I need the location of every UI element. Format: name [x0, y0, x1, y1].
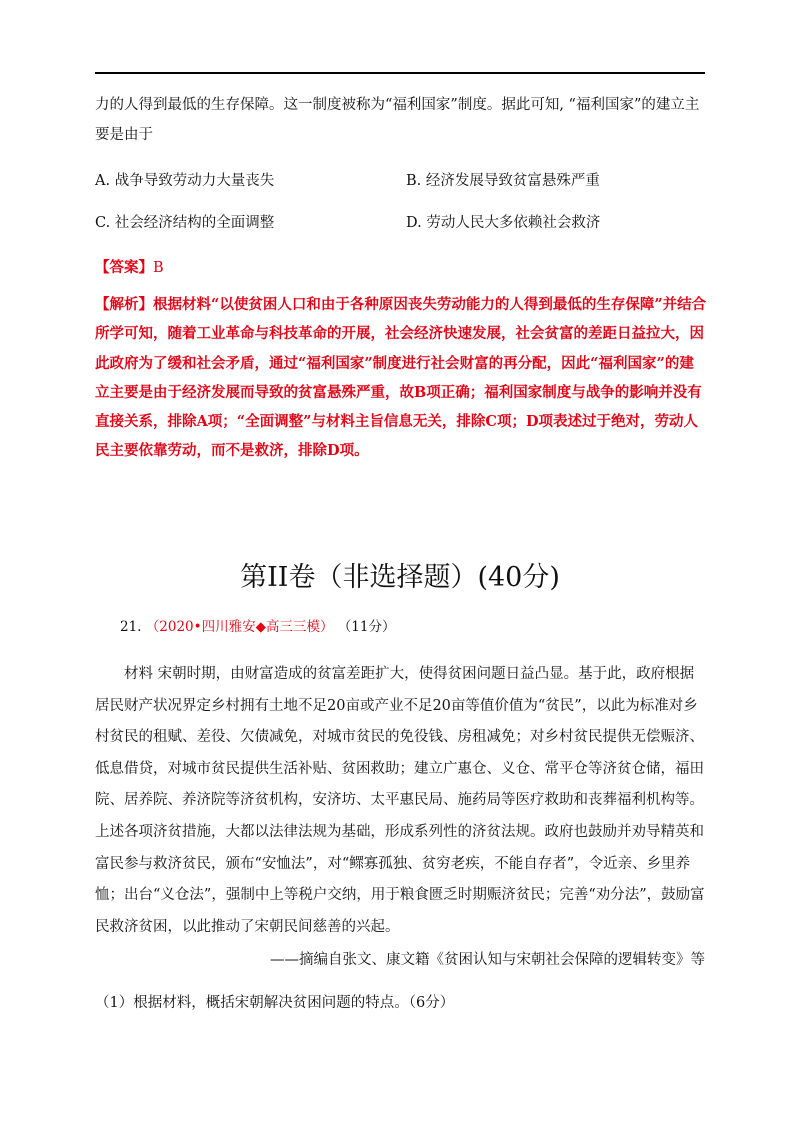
question-points: （11分）: [337, 619, 396, 635]
stem-line-1: 力的人得到最低的生存保障。这一制度被称为“福利国家”制度。据此可知, “福利国家”的建立主: [95, 97, 700, 113]
analysis-block: [95, 290, 707, 466]
question-stem: [95, 90, 710, 150]
question-source: （2020•四川雅安◆高三三模）: [145, 619, 334, 635]
option-c: C. 社会经济结构的全面调整: [95, 215, 275, 231]
option-d: D. 劳动人民大多依赖社会救济: [406, 215, 601, 231]
answer-line: [95, 258, 164, 278]
question-number: 21.: [120, 619, 142, 635]
analysis-text: 根据材料“以使贫困人口和由于各种原因丧失劳动能力的人得到最低的生存保障”并结合所学可知，随着工业革命与科技革命的开展，社会经济快速发展，社会贫富的差距日益拉大，因此政府为了缓和社会矛盾，通过“福利国家”制度进行社会财富的再分配，因此“福利国家”的建立主要是由于经济发展而导致的贫富悬殊严重，故B项正确；福利国家制度与战争的影响并没有直接关系，排除A项；“全面调整”与材料主旨信息无关，排除C项；D项表述过于绝对，劳动人民主要依靠劳动，而不是救济，排除D项。: [95, 296, 707, 460]
analysis-label: 【解析】: [95, 296, 153, 313]
citation: ——摘编自张文、康文籍《贫困认知与宋朝社会保障的逻辑转变》等: [270, 952, 705, 968]
option-a: A. 战争导致劳动力大量丧失: [95, 173, 275, 189]
stem-line-2: 要是由于: [95, 127, 153, 143]
answer-label: 【答案】: [95, 259, 153, 276]
material-text: 材料 宋朝时期，由财富造成的贫富差距扩大，使得贫困问题日益凸显。基于此，政府根据居民财产状况界定乡村拥有土地不足20亩或产业不足20亩等值价值为“贫民”，以此为标准对乡村贫民的租赋、差役、欠债减免，对城市贫民的免役钱、房租减免；对乡村贫民提供无偿赈济、低息借贷，对城市贫民提供生活补贴、贫困救助；建立广惠仓、义仓、常平仓等济贫仓储，福田院、居养院、养济院等济贫机构，安济坊、太平惠民局、施药局等医疗救助和丧葬福利机构等。上述各项济贫措施，大都以法律法规为基础，形成系列性的济贫法规。政府也鼓励并劝导精英和富民参与救济贫民，颁布“安恤法”，对“鳏寡孤独、贫穷老疾，不能自存者”，令近亲、乡里养恤；出台“义仓法”，强制中上等税户交纳，用于粮食匮乏时期赈济贫民；完善“劝分法”，鼓励富民救济贫困，以此推动了宋朝民间慈善的兴起。: [95, 666, 705, 935]
header-rule: [95, 72, 705, 74]
option-b: B. 经济发展导致贫富悬殊严重: [406, 173, 600, 189]
section-title: 第II卷（非选择题）(40分): [240, 562, 560, 593]
answer-value: B: [153, 260, 164, 276]
question-21-header: [120, 617, 395, 637]
material-passage: [95, 659, 705, 943]
subquestion-1: （1）根据材料，概括宋朝解决贫困问题的特点。（6分）: [95, 995, 455, 1011]
